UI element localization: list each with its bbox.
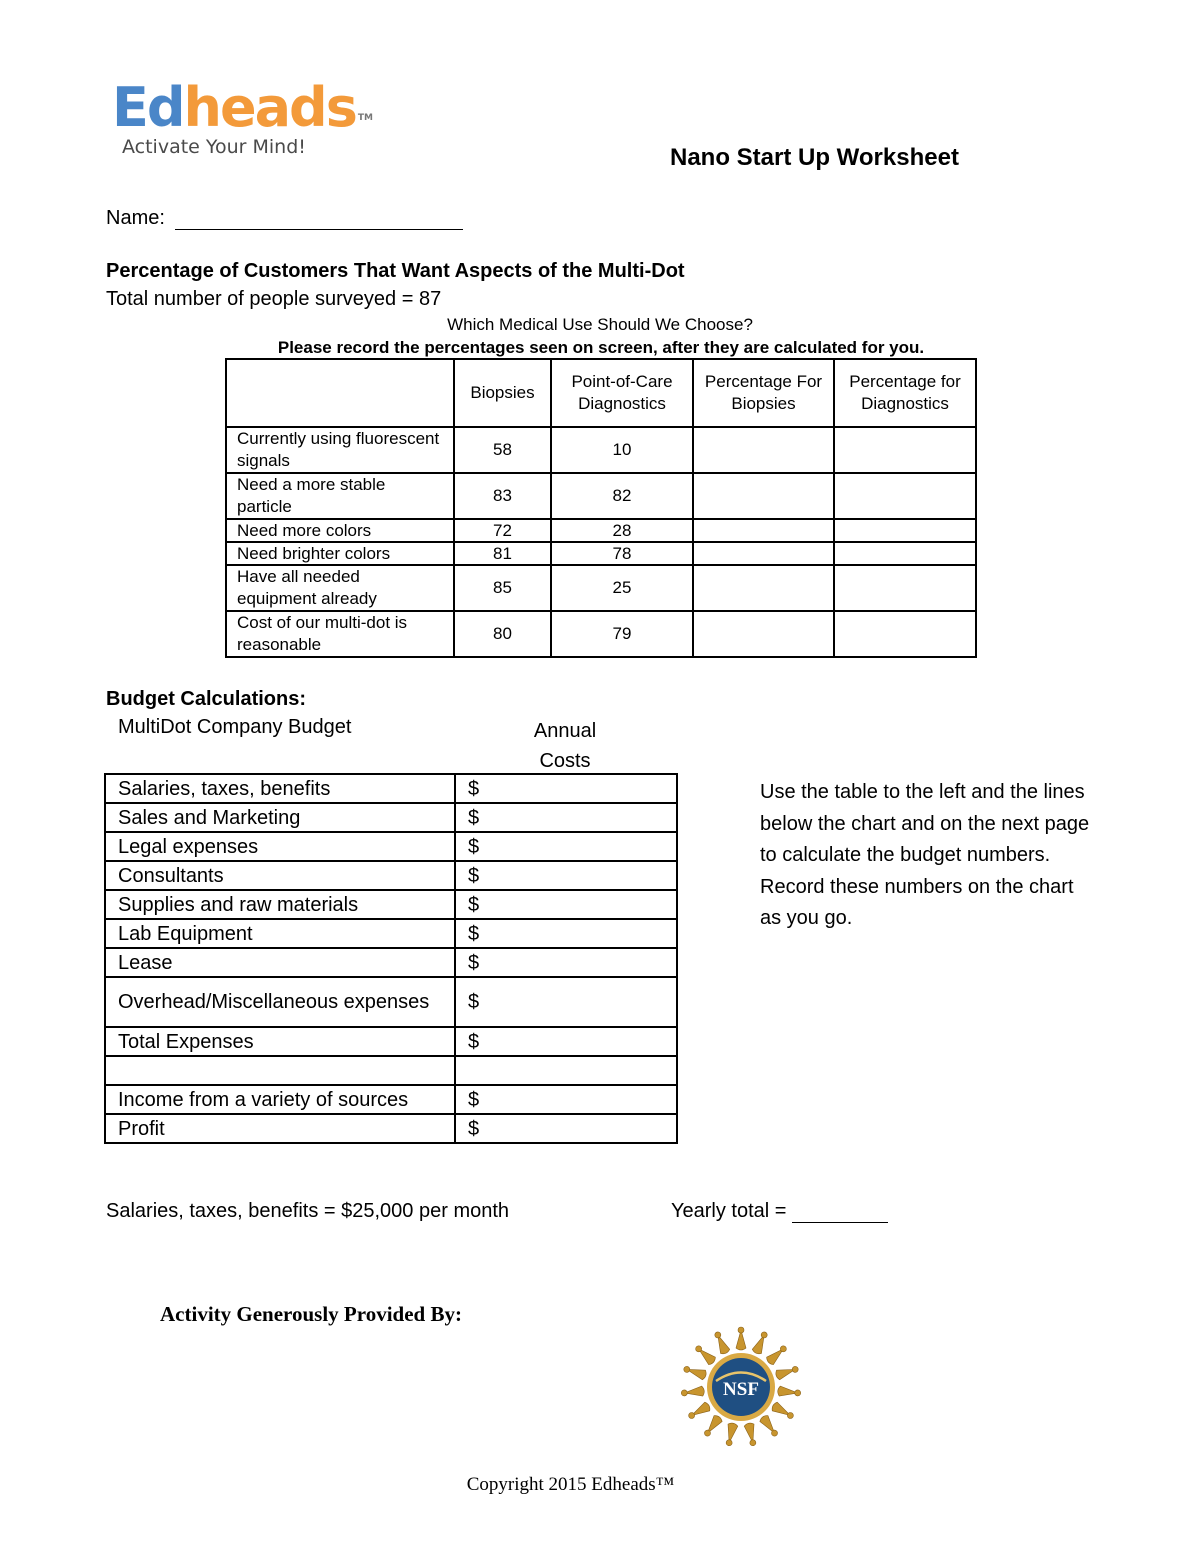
survey-header-blank <box>226 359 454 427</box>
logo-trademark: TM <box>357 113 373 123</box>
nsf-seal-text: NSF <box>723 1379 759 1400</box>
table-row <box>105 1027 677 1056</box>
copyright: Copyright 2015 Edheads™ <box>466 1474 675 1495</box>
credit-text: Activity Generously Provided By: <box>160 1302 462 1326</box>
table-row <box>105 1056 677 1085</box>
name-label: Name: <box>106 207 165 229</box>
pct-biopsies-cell[interactable] <box>693 565 834 611</box>
pct-biopsies-cell[interactable] <box>693 427 834 473</box>
budget-amount-cell[interactable]: $ <box>455 1085 677 1114</box>
budget-row-label: Lease <box>105 948 455 977</box>
pct-diagnostics-cell[interactable] <box>834 542 976 565</box>
budget-row-label: Income from a variety of sources <box>105 1085 455 1114</box>
survey-header-biopsies: Biopsies <box>454 359 551 427</box>
diagnostics-value: 25 <box>551 565 693 611</box>
table-row <box>105 919 677 948</box>
table-row <box>105 948 677 977</box>
row-label: Need more colors <box>226 519 454 542</box>
table-row <box>226 427 976 473</box>
pct-diagnostics-cell[interactable] <box>834 473 976 519</box>
pct-biopsies-cell[interactable] <box>693 473 834 519</box>
budget-heading: Budget Calculations: <box>106 688 307 710</box>
yearly-total-blank-line[interactable] <box>792 1202 888 1223</box>
pct-diagnostics-cell[interactable] <box>834 427 976 473</box>
row-label: Need a more stable particle <box>226 473 454 519</box>
budget-row-label: Legal expenses <box>105 832 455 861</box>
diagnostics-value: 82 <box>551 473 693 519</box>
table-row <box>105 774 677 803</box>
budget-amount-cell[interactable]: $ <box>455 890 677 919</box>
yearly-total-label: Yearly total = <box>671 1200 787 1222</box>
name-field[interactable] <box>106 207 463 230</box>
table-row <box>105 977 677 1027</box>
survey-table <box>225 358 977 658</box>
pct-diagnostics-cell[interactable] <box>834 611 976 657</box>
budget-instructions: Use the table to the left and the lines below the chart and on the next page to calculate the budget numbers. Record these numbers on the chart as you go. <box>760 781 1090 929</box>
survey-header-pct-diagnostics: Percentage for Diagnostics <box>834 359 976 427</box>
budget-amount-cell[interactable]: $ <box>455 774 677 803</box>
table-row <box>226 542 976 565</box>
pct-diagnostics-cell[interactable] <box>834 565 976 611</box>
biopsies-value: 72 <box>454 519 551 542</box>
biopsies-value: 80 <box>454 611 551 657</box>
budget-row-label: Lab Equipment <box>105 919 455 948</box>
row-label: Need brighter colors <box>226 542 454 565</box>
total-surveyed: Total number of people surveyed = 87 <box>106 288 442 310</box>
budget-row-label: Consultants <box>105 861 455 890</box>
row-label: Cost of our multi-dot is reasonable <box>226 611 454 657</box>
diagnostics-value: 28 <box>551 519 693 542</box>
budget-row-label: Sales and Marketing <box>105 803 455 832</box>
budget-table <box>104 773 678 1144</box>
name-blank-line[interactable] <box>175 209 463 230</box>
budget-row-label: Supplies and raw materials <box>105 890 455 919</box>
pct-biopsies-cell[interactable] <box>693 611 834 657</box>
table-row <box>226 565 976 611</box>
logo-word-ed: Ed <box>112 76 184 139</box>
pct-biopsies-cell[interactable] <box>693 519 834 542</box>
table-row <box>105 1085 677 1114</box>
table-row <box>226 611 976 657</box>
survey-heading: Percentage of Customers That Want Aspects of the Multi-Dot <box>106 260 685 282</box>
salaries-note: Salaries, taxes, benefits = $25,000 per month <box>106 1200 510 1222</box>
row-label: Currently using fluorescent signals <box>226 427 454 473</box>
table-row <box>226 519 976 542</box>
table-row <box>105 1114 677 1143</box>
table-row <box>105 803 677 832</box>
budget-amount-cell[interactable]: $ <box>455 861 677 890</box>
survey-instruction: Please record the percentages seen on screen, after they are calculated for you. <box>277 338 925 357</box>
row-label: Have all needed equipment already <box>226 565 454 611</box>
budget-amount-cell[interactable]: $ <box>455 1027 677 1056</box>
budget-amount-cell[interactable]: $ <box>455 919 677 948</box>
survey-header-diagnostics: Point-of-Care Diagnostics <box>551 359 693 427</box>
table-row <box>226 473 976 519</box>
diagnostics-value: 79 <box>551 611 693 657</box>
logo-word-heads: heads <box>183 76 356 139</box>
survey-header-pct-biopsies: Percentage For Biopsies <box>693 359 834 427</box>
page-title: Nano Start Up Worksheet <box>670 144 959 171</box>
budget-amount-cell[interactable]: $ <box>455 948 677 977</box>
annual-costs-header: Annual Costs <box>533 720 597 772</box>
budget-row-label: Total Expenses <box>105 1027 455 1056</box>
biopsies-value: 81 <box>454 542 551 565</box>
survey-header-row <box>226 359 976 427</box>
pct-diagnostics-cell[interactable] <box>834 519 976 542</box>
biopsies-value: 83 <box>454 473 551 519</box>
logo-tagline: Activate Your Mind! <box>122 136 306 158</box>
budget-amount-cell[interactable]: $ <box>455 803 677 832</box>
budget-subheading: MultiDot Company Budget <box>118 716 352 738</box>
budget-row-label: Salaries, taxes, benefits <box>105 774 455 803</box>
edheads-logo <box>112 76 373 163</box>
budget-amount-cell[interactable]: $ <box>455 832 677 861</box>
table-row <box>105 861 677 890</box>
budget-row-label <box>105 1056 455 1085</box>
budget-amount-cell[interactable]: $ <box>455 977 677 1027</box>
budget-amount-cell[interactable]: $ <box>455 1114 677 1143</box>
diagnostics-value: 10 <box>551 427 693 473</box>
survey-question: Which Medical Use Should We Choose? <box>447 315 753 334</box>
biopsies-value: 58 <box>454 427 551 473</box>
logo-wordmark <box>112 78 371 138</box>
budget-row-label: Profit <box>105 1114 455 1143</box>
budget-amount-cell[interactable] <box>455 1056 677 1085</box>
diagnostics-value: 78 <box>551 542 693 565</box>
table-row <box>105 832 677 861</box>
nsf-seal-logo <box>680 1326 802 1448</box>
table-row <box>105 890 677 919</box>
budget-row-label: Overhead/Miscellaneous expenses <box>105 977 455 1027</box>
pct-biopsies-cell[interactable] <box>693 542 834 565</box>
yearly-total-field[interactable] <box>671 1200 888 1223</box>
biopsies-value: 85 <box>454 565 551 611</box>
